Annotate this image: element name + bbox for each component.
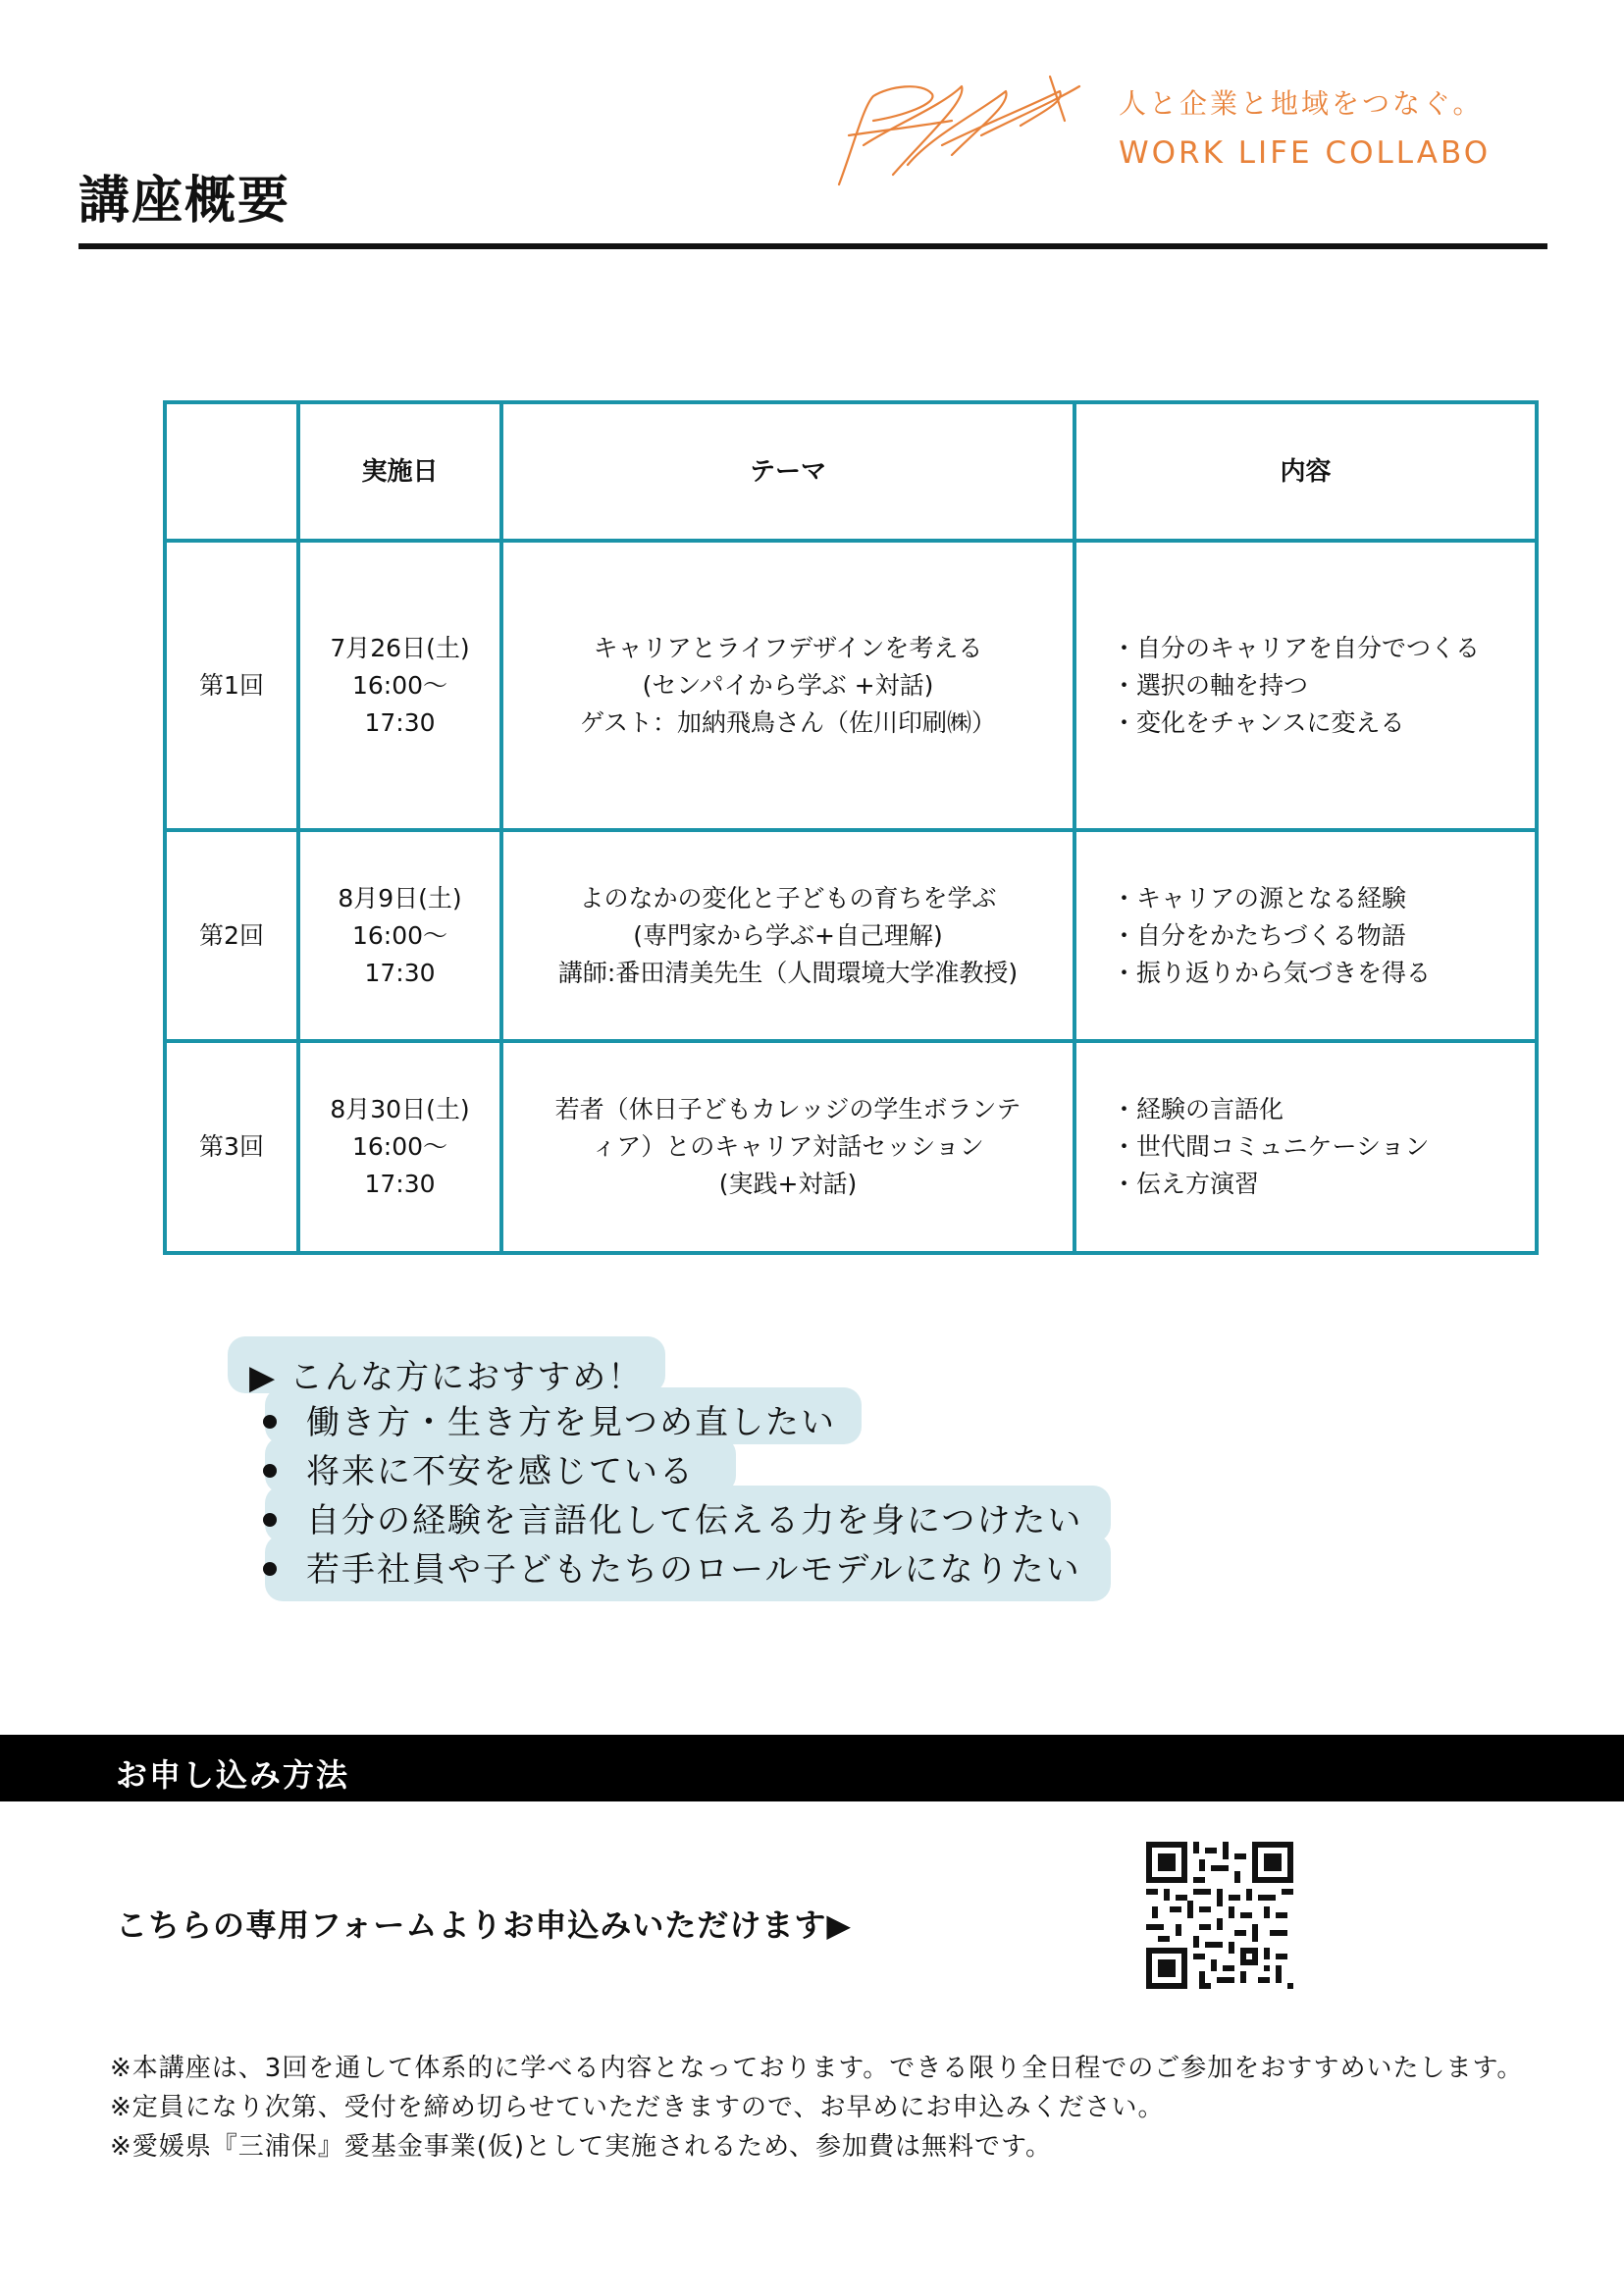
list-item: 将来に不安を感じている bbox=[257, 1447, 1082, 1496]
apply-section-title: お申し込み方法 bbox=[116, 1756, 350, 1794]
bullet-icon bbox=[263, 1464, 277, 1478]
bullet-icon bbox=[263, 1562, 277, 1576]
schedule-table bbox=[163, 400, 1539, 1255]
table-header-row bbox=[165, 402, 1537, 541]
session-theme: よのなかの変化と子どもの育ちを学ぶ (専門家から学ぶ+自己理解) 講師:番田清美先生（人間環境大学准教授) bbox=[501, 830, 1074, 1041]
header-theme: テーマ bbox=[501, 402, 1074, 541]
recommend-list bbox=[257, 1398, 1082, 1594]
note-line: ※愛媛県『三浦保』愛基金事業(仮)として実施されるため、参加費は無料です。 bbox=[110, 2132, 1052, 2162]
qr-code-icon[interactable] bbox=[1146, 1842, 1293, 1989]
table-row bbox=[165, 541, 1537, 830]
list-item: 働き方・生き方を見つめ直したい bbox=[257, 1398, 1082, 1447]
page-title: 講座概要 bbox=[79, 172, 291, 231]
brand-logo-mark bbox=[834, 67, 1089, 194]
table-row bbox=[165, 830, 1537, 1041]
session-label: 第2回 bbox=[165, 830, 298, 1041]
session-theme: 若者（休日子どもカレッジの学生ボランテ ィア）とのキャリア対話セッション (実践+対話) bbox=[501, 1041, 1074, 1253]
session-date: 8月30日(土) 16:00〜 17:30 bbox=[298, 1041, 501, 1253]
title-divider bbox=[79, 243, 1547, 249]
note-line: ※本講座は、3回を通して体系的に学べる内容となっております。できる限り全日程でのご参加をおすすめいたします。 bbox=[110, 2054, 1524, 2083]
header-session bbox=[165, 402, 298, 541]
list-item: 自分の経験を言語化して伝える力を身につけたい bbox=[257, 1496, 1082, 1545]
session-date: 7月26日(土) 16:00〜 17:30 bbox=[298, 541, 501, 830]
bullet-icon bbox=[263, 1415, 277, 1429]
application-form-link[interactable]: こちらの専用フォームよりお申込みいただけます▶ bbox=[116, 1906, 853, 1944]
session-label: 第1回 bbox=[165, 541, 298, 830]
bullet-icon bbox=[263, 1513, 277, 1527]
session-date: 8月9日(土) 16:00〜 17:30 bbox=[298, 830, 501, 1041]
brand-name: WORK LIFE COLLABO bbox=[1119, 135, 1492, 171]
session-content: ・経験の言語化 ・世代間コミュニケーション ・伝え方演習 bbox=[1074, 1041, 1537, 1253]
table-row bbox=[165, 1041, 1537, 1253]
session-theme: キャリアとライフデザインを考える (センパイから学ぶ +対話) ゲスト：加納飛鳥さん（佐川印刷㈱） bbox=[501, 541, 1074, 830]
notes bbox=[110, 2049, 1523, 2166]
list-item: 若手社員や子どもたちのロールモデルになりたい bbox=[257, 1545, 1082, 1594]
header-content: 内容 bbox=[1074, 402, 1537, 541]
tagline: 人と企業と地域をつなぐ。 bbox=[1119, 87, 1484, 120]
session-content: ・自分のキャリアを自分でつくる ・選択の軸を持つ ・変化をチャンスに変える bbox=[1074, 541, 1537, 830]
session-content: ・キャリアの源となる経験 ・自分をかたちづくる物語 ・振り返りから気づきを得る bbox=[1074, 830, 1537, 1041]
session-label: 第3回 bbox=[165, 1041, 298, 1253]
recommend-title: ▶ こんな方におすすめ！ bbox=[249, 1358, 644, 1397]
note-line: ※定員になり次第、受付を締め切らせていただきますので、お早めにお申込みください。 bbox=[110, 2093, 1165, 2122]
header-date: 実施日 bbox=[298, 402, 501, 541]
